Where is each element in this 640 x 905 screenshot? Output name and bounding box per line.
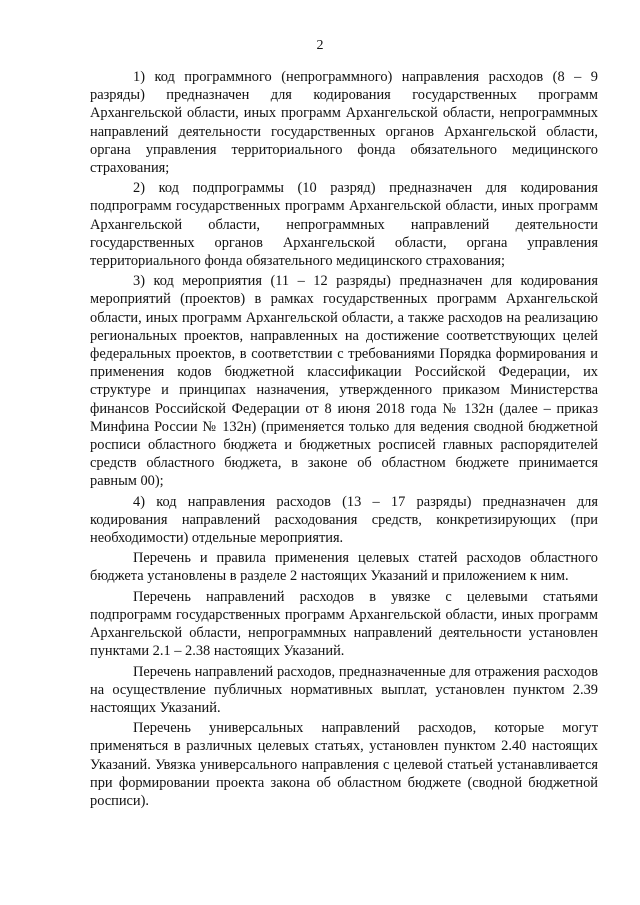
paragraph-target-articles-list: Перечень и правила применения целевых статей расходов областного бюджета установлены в разделе 2 настоящих Указаний и приложением к ним. <box>90 550 598 585</box>
paragraph-universal-directions: Перечень универсальных направлений расходов, которые могут применяться в различных целевых статьях, установлен пунктом 2.40 настоящих Указаний. Увязка универсального направления с целевой статьей устанавливается при формировании проекта закона об областном бюджете (сводной бюджетной росписи). <box>90 720 598 809</box>
paragraph-activity-code: 3) код мероприятия (11 – 12 разряды) предназначен для кодирования мероприятий (проектов) в рамках государственных программ Архангельской области, иных программ Архангельской области, а также расходов на реализацию региональных проектов, направленных на достижение соответствующих целей федеральных проектов, в соответствии с требованиями Порядка формирования и применения кодов бюджетной классификации Российской Федерации, их структуре и принципах назначения, утвержденного приказом Министерства финансов Российской Федерации от 8 июня 2018 года № 132н (далее – приказ Минфина России № 132н) (применяется только для ведения сводной бюджетной росписи областного бюджета и бюджетных росписей главных распорядителей средств областного бюджета, в законе об областном бюджете принимается равным 00); <box>90 273 598 490</box>
paragraph-program-code: 1) код программного (непрограммного) направления расходов (8 – 9 разряды) предназначен для кодирования государственных программ Архангельской области, иных программ Архангельской области, непрограммных направлений деятельности государственных органов Архангельской области, органа управления территориального фонда обязательного медицинского страхования; <box>90 69 598 177</box>
paragraph-subprogram-code: 2) код подпрограммы (10 разряд) предназначен для кодирования подпрограмм государственных программ Архангельской области, иных программ Архангельской области, непрограммных направлений деятельности государственных органов Архангельской области, органа управления территориального фонда обязательного медицинского страхования; <box>90 180 598 270</box>
paragraph-directions-list: Перечень направлений расходов в увязке с целевыми статьями подпрограмм государственных программ Архангельской области, иных программ Архангельской области, непрограммных направлений деятельности установлен пунктами 2.1 – 2.38 настоящих Указаний. <box>90 588 598 660</box>
page-number: 2 <box>316 38 324 53</box>
document-body <box>90 68 598 812</box>
paragraph-expense-direction-code: 4) код направления расходов (13 – 17 разряды) предназначен для кодирования направлений расходования средств, конкретизирующих (при необходимости) отдельные мероприятия. <box>90 493 598 547</box>
paragraph-public-payments: Перечень направлений расходов, предназначенные для отражения расходов на осуществление публичных нормативных выплат, установлен пунктом 2.39 настоящих Указаний. <box>90 663 598 716</box>
